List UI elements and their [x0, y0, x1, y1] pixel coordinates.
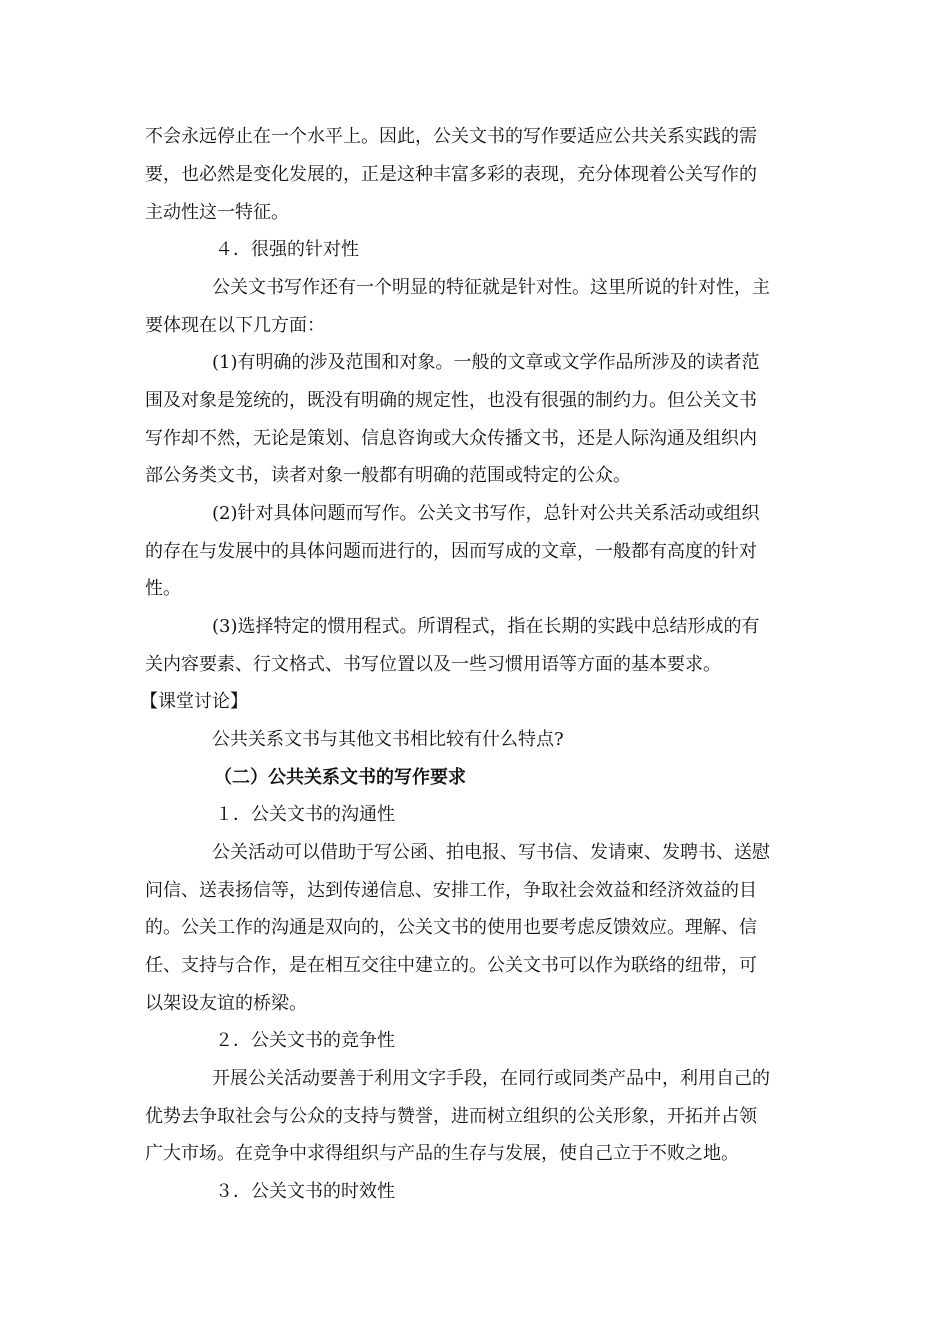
- discussion-question: 公共关系文书与其他文书相比较有什么特点?: [212, 729, 564, 750]
- section-heading: ３．公关文书的时效性: [215, 1181, 395, 1202]
- body-line: 写作却不然，无论是策划、信息咨询或大众传播文书，还是人际沟通及组织内: [145, 428, 757, 449]
- body-line: 任、支持与合作，是在相互交往中建立的。公关文书可以作为联络的纽带，可: [145, 955, 757, 976]
- body-line: 要，也必然是变化发展的，正是这种丰富多彩的表现，充分体现着公关写作的: [145, 164, 757, 185]
- body-line: (3)选择特定的惯用程式。所谓程式，指在长期的实践中总结形成的有: [212, 616, 760, 637]
- section-heading: １．公关文书的沟通性: [215, 804, 395, 825]
- section-heading: ４．很强的针对性: [215, 239, 359, 260]
- body-line: 广大市场。在竞争中求得组织与产品的生存与发展，使自己立于不败之地。: [145, 1143, 739, 1164]
- body-line: 主动性这一特征。: [145, 202, 289, 223]
- body-line: (1)有明确的涉及范围和对象。一般的文章或文学作品所涉及的读者范: [212, 352, 760, 373]
- body-line: 的。公关工作的沟通是双向的，公关文书的使用也要考虑反馈效应。理解、信: [145, 917, 757, 938]
- subsection-heading: （二）公共关系文书的写作要求: [214, 767, 466, 788]
- body-line: 性。: [145, 578, 181, 599]
- body-line: 公关活动可以借助于写公函、拍电报、写书信、发请柬、发聘书、送慰: [212, 842, 770, 863]
- body-line: 不会永远停止在一个水平上。因此，公关文书的写作要适应公共关系实践的需: [145, 126, 757, 147]
- body-line: 问信、送表扬信等，达到传递信息、安排工作，争取社会效益和经济效益的目: [145, 880, 757, 901]
- body-line: 的存在与发展中的具体问题而进行的，因而写成的文章，一般都有高度的针对: [145, 541, 757, 562]
- body-line: 开展公关活动要善于利用文字手段，在同行或同类产品中，利用自己的: [212, 1068, 770, 1089]
- body-line: 要体现在以下几方面：: [145, 315, 325, 336]
- body-line: 公关文书写作还有一个明显的特征就是针对性。这里所说的针对性，主: [212, 277, 770, 298]
- section-heading: ２．公关文书的竞争性: [215, 1030, 395, 1051]
- body-line: 关内容要素、行文格式、书写位置以及一些习惯用语等方面的基本要求。: [145, 654, 721, 675]
- body-line: 优势去争取社会与公众的支持与赞誉，进而树立组织的公关形象，开拓并占领: [145, 1106, 757, 1127]
- body-line: 部公务类文书，读者对象一般都有明确的范围或特定的公众。: [145, 465, 631, 486]
- body-line: 以架设友谊的桥梁。: [145, 993, 307, 1014]
- discussion-heading: 【课堂讨论】: [140, 691, 248, 712]
- body-line: 围及对象是笼统的，既没有明确的规定性，也没有很强的制约力。但公关文书: [145, 390, 757, 411]
- body-line: (2)针对具体问题而写作。公关文书写作，总针对公共关系活动或组织: [212, 503, 760, 524]
